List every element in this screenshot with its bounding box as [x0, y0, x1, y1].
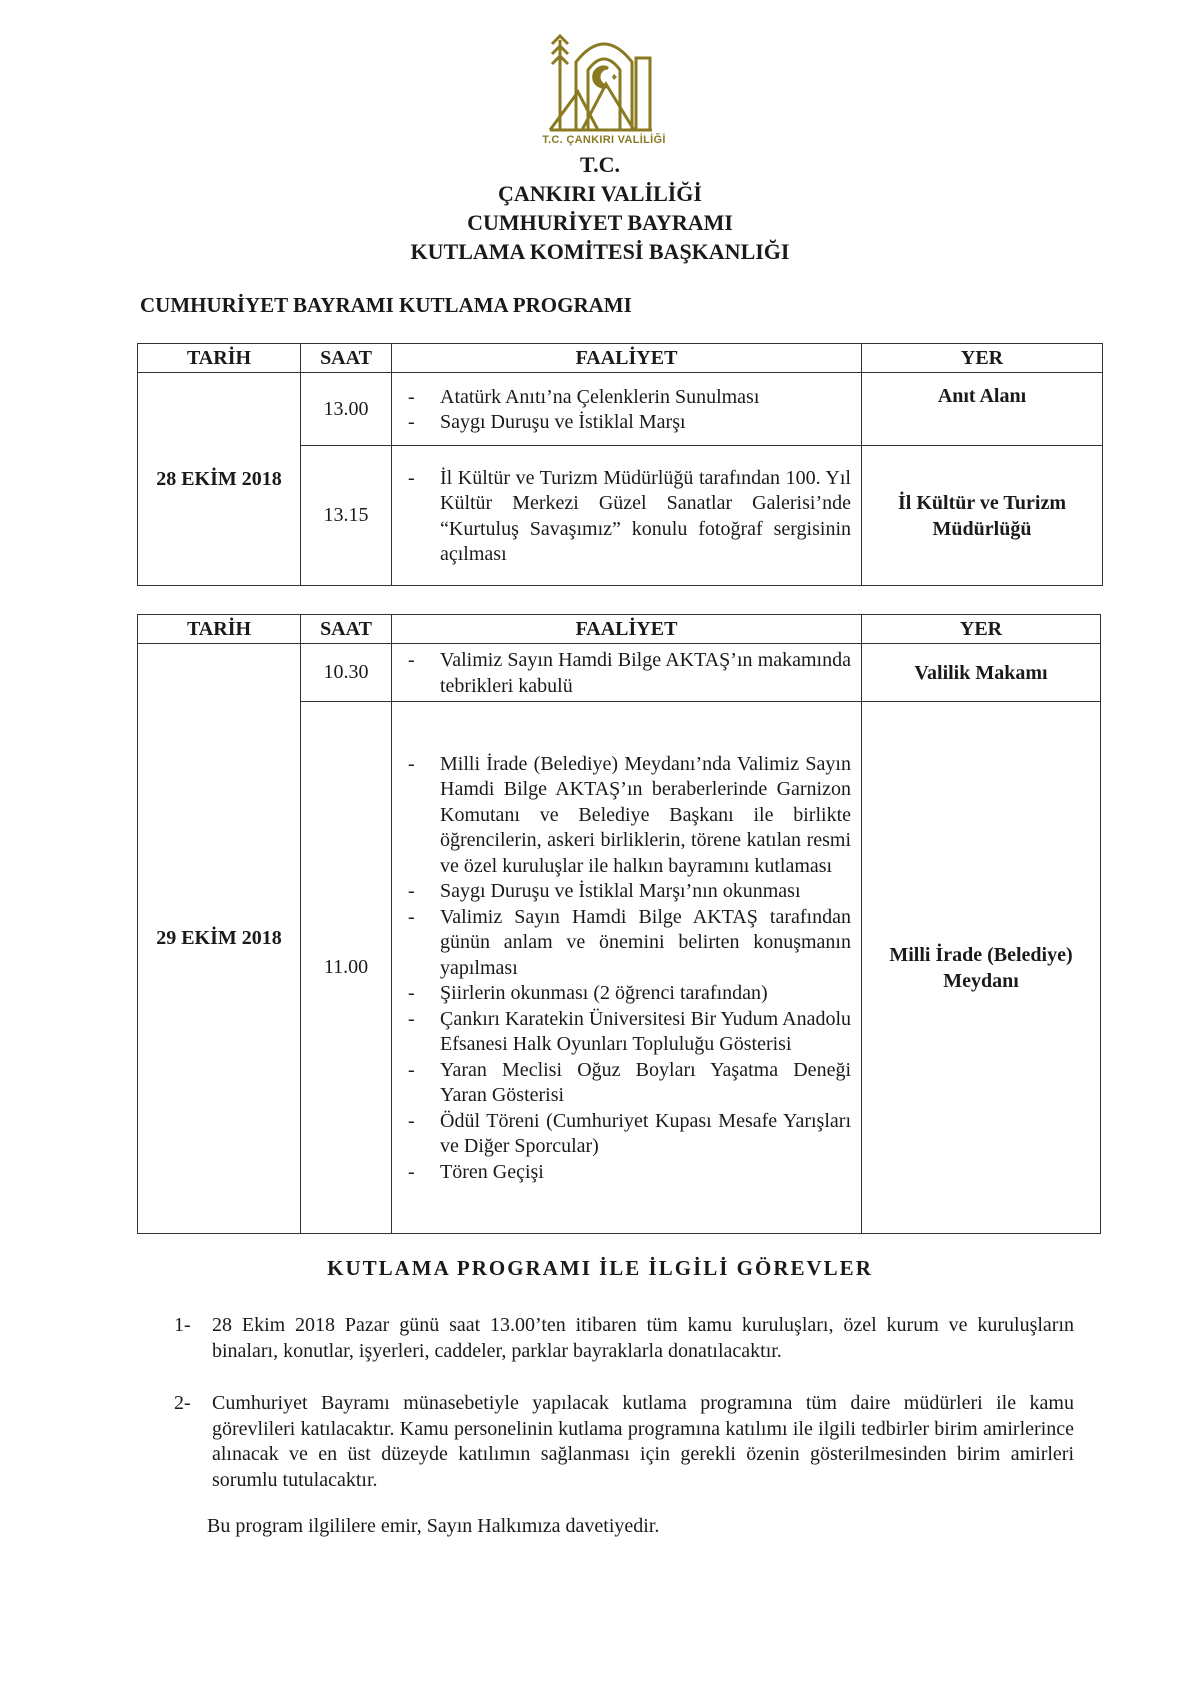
activity-cell: [392, 644, 862, 702]
activity-item: - Valimiz Sayın Hamdi Bilge AKTAŞ tarafından günün anlam ve önemini belirten konuşmanın yapılması: [402, 905, 851, 982]
document-header: [0, 150, 1200, 266]
task-text: 28 Ekim 2018 Pazar günü saat 13.00’ten itibaren tüm kamu kuruluşları, özel kurum ve kuruluşların binaları, konutlar, işyerleri, caddeler, parklar bayraklarla donatılacaktır.: [212, 1314, 1074, 1362]
activity-item: - Şiirlerin okunması (2 öğrenci tarafından): [402, 981, 851, 1007]
header-line-4: KUTLAMA KOMİTESİ BAŞKANLIĞI: [410, 239, 790, 264]
date-cell: 28 EKİM 2018: [138, 373, 301, 586]
time-cell: 10.30: [301, 644, 392, 702]
activity-item: - Çankırı Karatekin Üniversitesi Bir Yudum Anadolu Efsanesi Halk Oyunları Topluluğu Gösterisi: [402, 1007, 851, 1058]
col-header-time: SAAT: [301, 615, 392, 644]
header-line-1: T.C.: [580, 152, 620, 177]
place-cell: İl Kültür ve Turizm Müdürlüğü: [862, 446, 1103, 586]
activity-cell: [392, 702, 862, 1234]
closing-text: Bu program ilgililere emir, Sayın Halkımıza davetiyedir.: [207, 1515, 660, 1537]
task-text: Cumhuriyet Bayramı münasebetiyle yapılacak kutlama programına tüm daire müdürleri ile kamu görevlileri katılacaktır. Kamu personelinin kutlama programına katılımı ile ilgili tedbirler birim amirlerince alınacak ve en üst düzeyde katılımın sağlanması için gerekli özenin gösterilmesinden birim amirleri sorumlu tutulacaktır.: [212, 1392, 1074, 1491]
task-item: [174, 1391, 1074, 1493]
activity-item: - Atatürk Anıtı’na Çelenklerin Sunulması: [402, 385, 851, 411]
header-line-3: CUMHURİYET BAYRAMI: [467, 210, 733, 235]
activity-item: - Saygı Duruşu ve İstiklal Marşı: [402, 410, 851, 436]
col-header-activity: FAALİYET: [392, 615, 862, 644]
col-header-date: TARİH: [138, 615, 301, 644]
activity-item: - Saygı Duruşu ve İstiklal Marşı’nın okunması: [402, 879, 851, 905]
table-header-row: [138, 615, 1101, 644]
col-header-date: TARİH: [138, 344, 301, 373]
activity-item: - Valimiz Sayın Hamdi Bilge AKTAŞ’ın makamında tebrikleri kabulü: [402, 648, 851, 699]
col-header-activity: FAALİYET: [392, 344, 862, 373]
date-cell: 29 EKİM 2018: [138, 644, 301, 1234]
table-row: [138, 373, 1103, 446]
activity-item: - Tören Geçişi: [402, 1160, 851, 1186]
activity-cell: [392, 446, 862, 586]
table-header-row: [138, 344, 1103, 373]
place-cell: Valilik Makamı: [862, 644, 1101, 702]
logo-caption: T.C. ÇANKIRI VALİLİĞİ: [542, 134, 666, 146]
col-header-time: SAAT: [301, 344, 392, 373]
place-cell: Anıt Alanı: [862, 373, 1103, 446]
time-cell: 13.00: [301, 373, 392, 446]
table-row: [138, 644, 1101, 702]
program-title: CUMHURİYET BAYRAMI KUTLAMA PROGRAMI: [140, 293, 632, 317]
tasks-title: KUTLAMA PROGRAMI İLE İLGİLİ GÖREVLER: [327, 1256, 873, 1280]
task-number: 2-: [174, 1392, 191, 1414]
header-line-2: ÇANKIRI VALİLİĞİ: [498, 181, 702, 206]
time-cell: 13.15: [301, 446, 392, 586]
program-table-day2: [137, 614, 1101, 1234]
activity-item: - Milli İrade (Belediye) Meydanı’nda Valimiz Sayın Hamdi Bilge AKTAŞ’ın beraberlerinde Garnizon Komutanı ve Belediye Başkanı ile birlikte öğrencilerin, askeri birliklerin, törene katılan resmi ve özel kuruluşlar ile halkın bayramını kutlaması: [402, 752, 851, 880]
task-item: [174, 1313, 1074, 1364]
col-header-place: YER: [862, 615, 1101, 644]
governorship-emblem-icon: [548, 22, 660, 146]
place-cell: Milli İrade (Belediye) Meydanı: [862, 702, 1101, 1234]
task-number: 1-: [174, 1314, 191, 1336]
activity-item: - Ödül Töreni (Cumhuriyet Kupası Mesafe Yarışları ve Diğer Sporcular): [402, 1109, 851, 1160]
time-cell: 11.00: [301, 702, 392, 1234]
activity-cell: [392, 373, 862, 446]
activity-item: - İl Kültür ve Turizm Müdürlüğü tarafından 100. Yıl Kültür Merkezi Güzel Sanatlar Galerisi’nde “Kurtuluş Savaşımız” konulu fotoğraf sergisinin açılması: [402, 466, 851, 568]
program-table-day1: [137, 343, 1103, 586]
col-header-place: YER: [862, 344, 1103, 373]
activity-item: - Yaran Meclisi Oğuz Boyları Yaşatma Deneği Yaran Gösterisi: [402, 1058, 851, 1109]
